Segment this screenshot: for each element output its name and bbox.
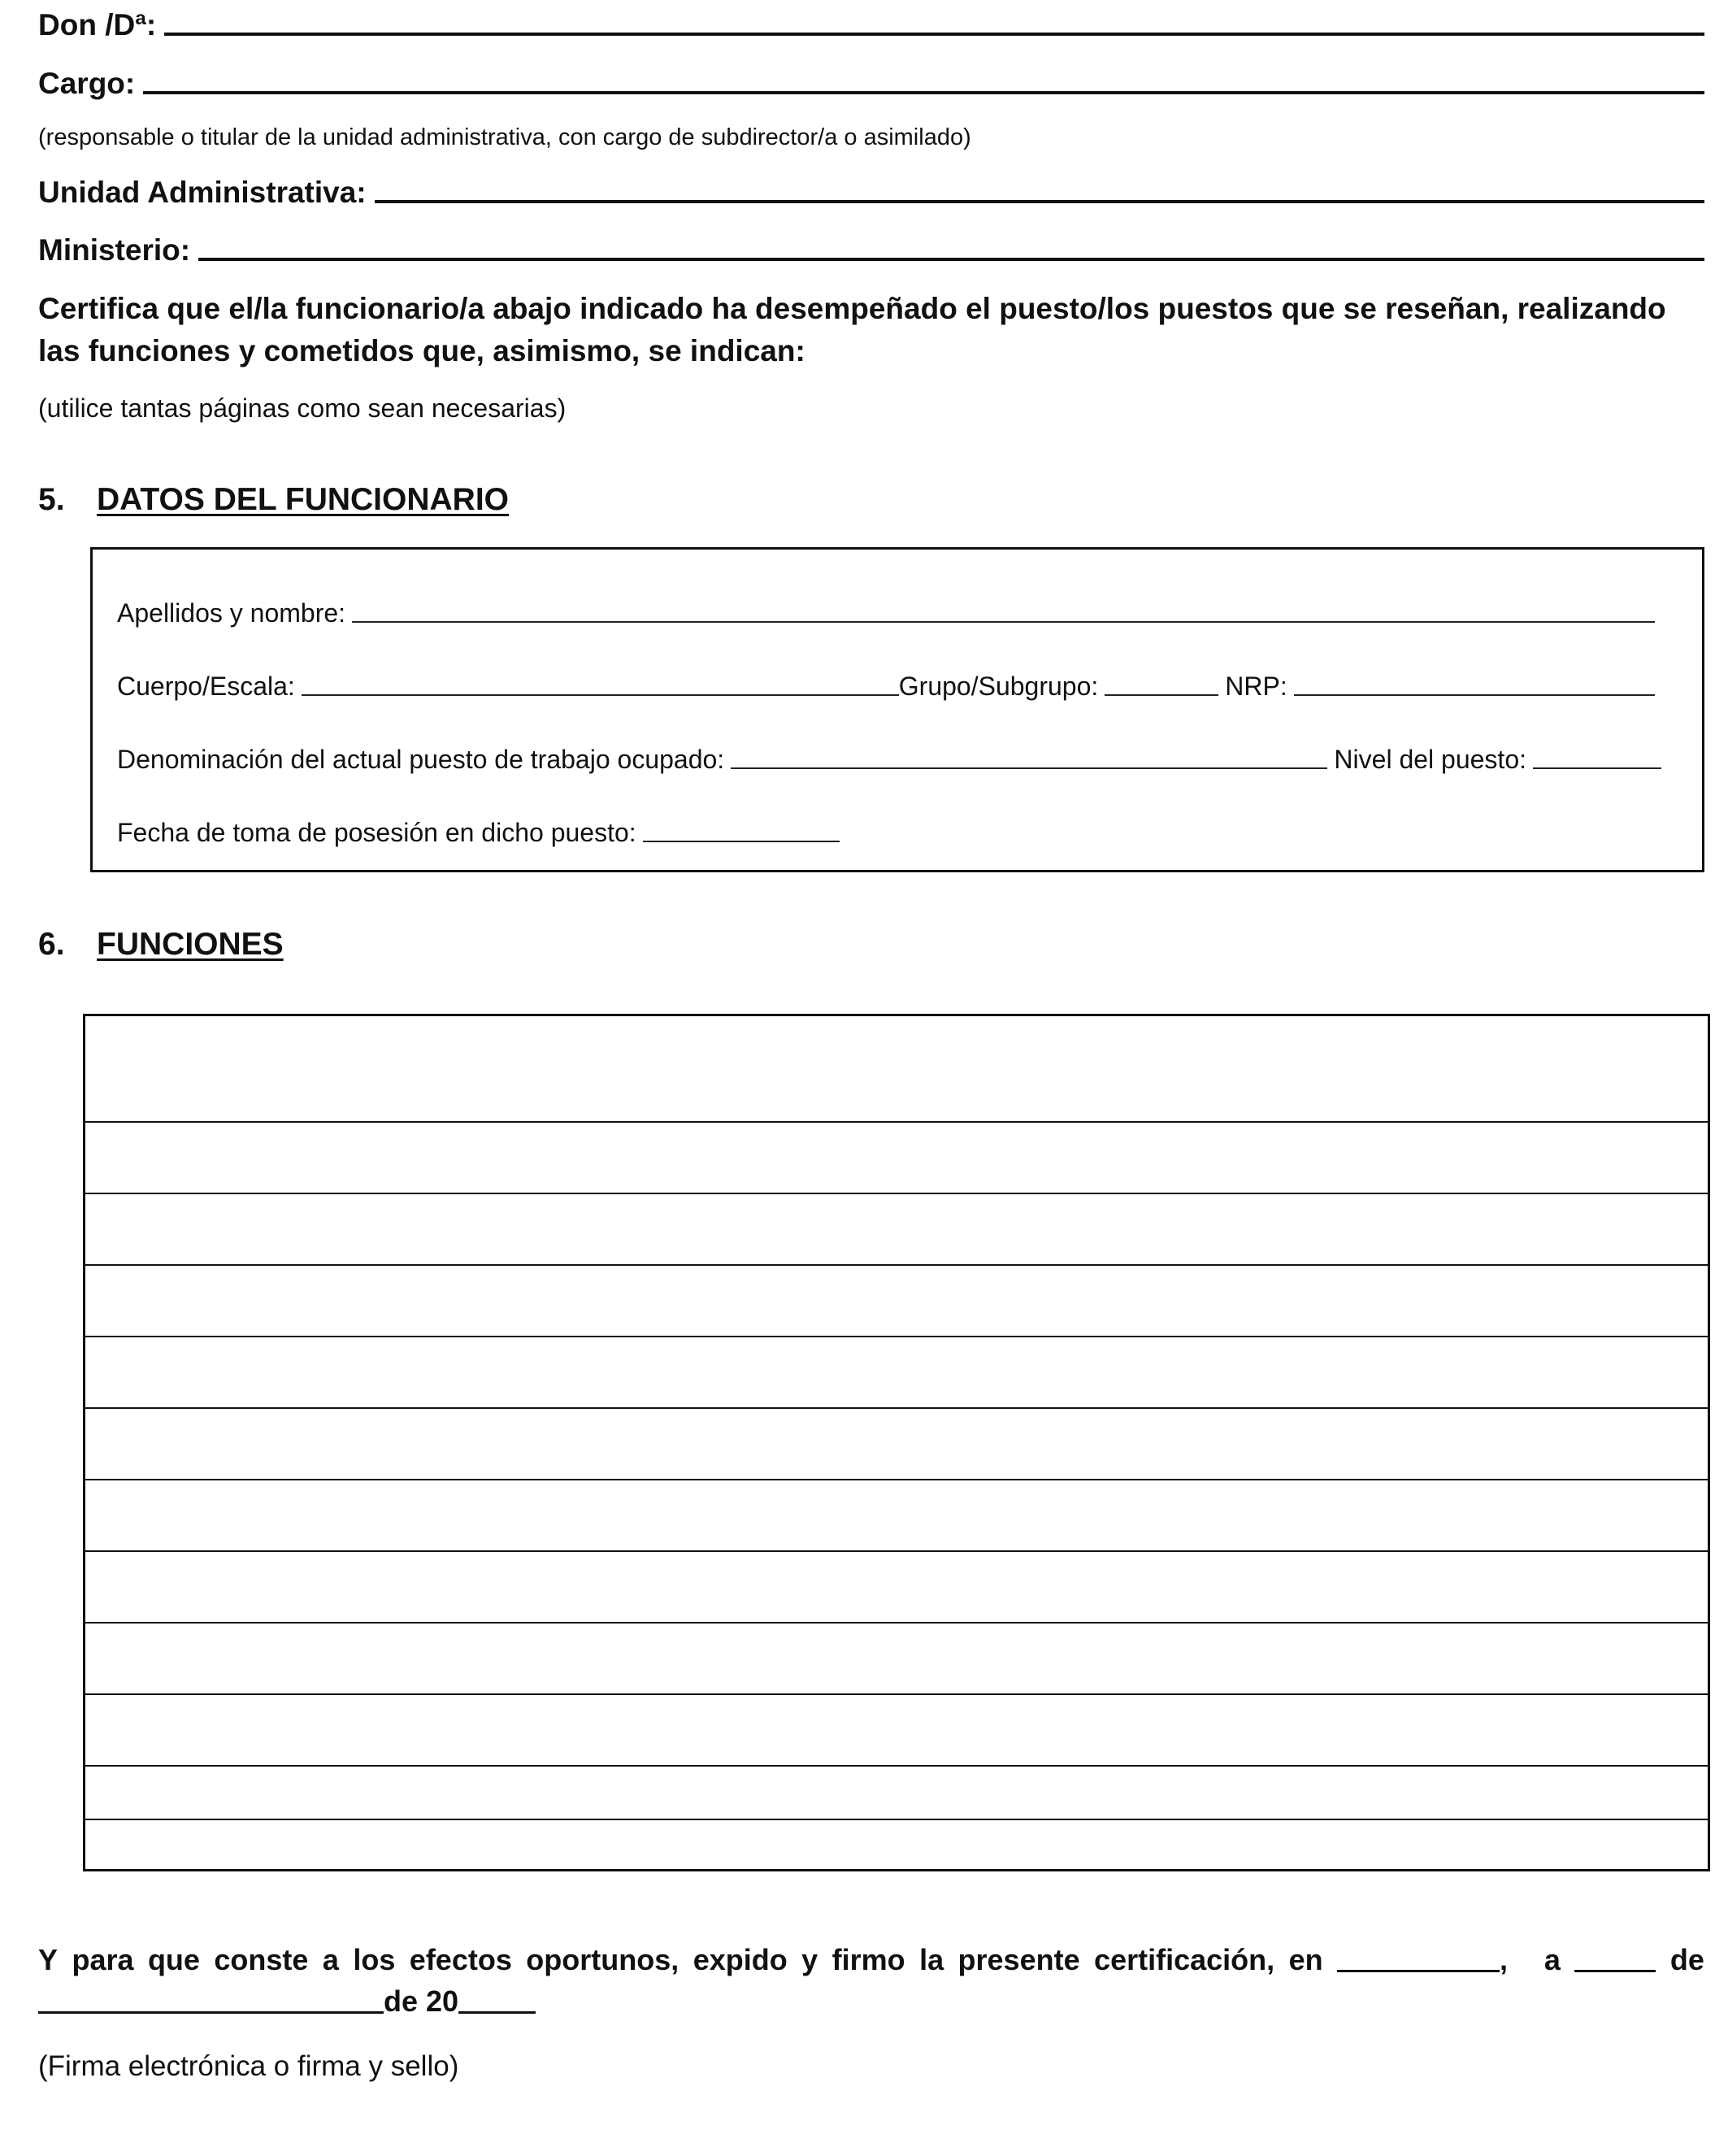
don-input-line[interactable] xyxy=(164,33,1704,36)
cuerpo-label: Cuerpo/Escala: xyxy=(117,672,295,701)
closing-word: los xyxy=(353,1943,396,1976)
closing-word: expido xyxy=(693,1943,788,1976)
don-label: Don /Dª: xyxy=(38,8,157,41)
section-6-title: FUNCIONES xyxy=(97,927,284,962)
grupo-input-line[interactable] xyxy=(1105,694,1218,696)
funciones-row[interactable] xyxy=(85,1123,1708,1194)
ministerio-field[interactable] xyxy=(38,233,1704,267)
unidad-input-line[interactable] xyxy=(375,200,1704,203)
funciones-row[interactable] xyxy=(85,1695,1708,1767)
denominacion-label: Denominación del actual puesto de trabajo ocupado: xyxy=(117,745,725,774)
closing-word: efectos xyxy=(409,1943,512,1976)
funciones-table xyxy=(83,1014,1710,1871)
fecha-row xyxy=(117,818,1661,848)
cargo-note: (responsable o titular de la unidad administrativa, con cargo de subdirector/a o asimilado) xyxy=(38,124,971,150)
apellidos-input-line[interactable] xyxy=(352,621,1655,623)
nrp-input-line[interactable] xyxy=(1294,694,1655,696)
denominacion-input-line[interactable] xyxy=(731,767,1327,769)
nrp-label: NRP: xyxy=(1225,672,1287,701)
cargo-input-line[interactable] xyxy=(143,91,1704,94)
cargo-label: Cargo: xyxy=(38,67,136,100)
closing-line-1 xyxy=(38,1943,1704,1977)
certification-note: (utilice tantas páginas como sean necesarias) xyxy=(38,393,567,423)
closing-word: que xyxy=(147,1943,200,1976)
closing-line-2 xyxy=(38,1984,1704,2019)
funciones-row[interactable] xyxy=(85,1266,1708,1337)
signature-note: (Firma electrónica o firma y sello) xyxy=(38,2050,459,2082)
month-blank[interactable] xyxy=(38,2011,384,2014)
closing-word: a xyxy=(322,1943,339,1976)
closing-word: presente xyxy=(957,1943,1080,1976)
closing-word: firmo xyxy=(831,1943,905,1976)
year-prefix: de 20 xyxy=(384,1984,459,2018)
grupo-label: Grupo/Subgrupo: xyxy=(898,672,1099,701)
nivel-input-line[interactable] xyxy=(1533,767,1661,769)
closing-word: certificación, xyxy=(1094,1943,1275,1976)
funciones-row[interactable] xyxy=(85,1016,1708,1123)
apellidos-label: Apellidos y nombre: xyxy=(117,598,346,628)
ministerio-input-line[interactable] xyxy=(198,258,1704,261)
nivel-label: Nivel del puesto: xyxy=(1334,745,1526,774)
place-blank[interactable] xyxy=(1337,1970,1500,1972)
year-blank[interactable] xyxy=(458,2011,536,2014)
closing-word: para xyxy=(72,1943,134,1976)
funciones-row[interactable] xyxy=(85,1624,1708,1695)
section-6-number: 6. xyxy=(38,927,65,962)
closing-word: a xyxy=(1543,1943,1561,1976)
funciones-row[interactable] xyxy=(85,1820,1708,1869)
closing-word: de xyxy=(1669,1943,1704,1976)
apellidos-row xyxy=(117,598,1661,628)
cargo-field[interactable] xyxy=(38,67,1704,101)
denominacion-row xyxy=(117,745,1661,775)
ministerio-label: Ministerio: xyxy=(38,233,191,267)
fecha-input-line[interactable] xyxy=(643,841,840,842)
certification-text: Certifica que el/la funcionario/a abajo indicado ha desempeñado el puesto/los puestos que se reseñan, realizando las funciones y cometidos que, asimismo, se indican: xyxy=(38,292,1666,367)
funciones-row[interactable] xyxy=(85,1552,1708,1624)
closing-word: la xyxy=(919,1943,944,1976)
closing-word: en xyxy=(1288,1943,1323,1976)
section-5-number: 5. xyxy=(38,482,65,517)
section-5-heading xyxy=(38,482,509,518)
section-6-heading xyxy=(38,927,284,963)
closing-comma: , xyxy=(1500,1943,1509,1976)
unidad-field[interactable] xyxy=(38,176,1704,210)
cuerpo-row xyxy=(117,672,1661,702)
closing-word: oportunos, xyxy=(526,1943,679,1976)
funciones-row[interactable] xyxy=(85,1337,1708,1409)
funciones-row[interactable] xyxy=(85,1194,1708,1266)
unidad-label: Unidad Administrativa: xyxy=(38,176,367,209)
don-field[interactable] xyxy=(38,8,1704,42)
cuerpo-input-line[interactable] xyxy=(302,694,899,696)
fecha-label: Fecha de toma de posesión en dicho puesto: xyxy=(117,818,636,847)
day-blank[interactable] xyxy=(1574,1970,1656,1972)
funciones-row[interactable] xyxy=(85,1409,1708,1480)
funciones-row[interactable] xyxy=(85,1480,1708,1552)
funciones-row[interactable] xyxy=(85,1767,1708,1820)
datos-funcionario-box xyxy=(90,547,1704,872)
closing-word: y xyxy=(801,1943,818,1976)
section-5-title: DATOS DEL FUNCIONARIO xyxy=(97,482,510,517)
closing-word: Y xyxy=(38,1943,59,1976)
closing-word: conste xyxy=(214,1943,309,1976)
